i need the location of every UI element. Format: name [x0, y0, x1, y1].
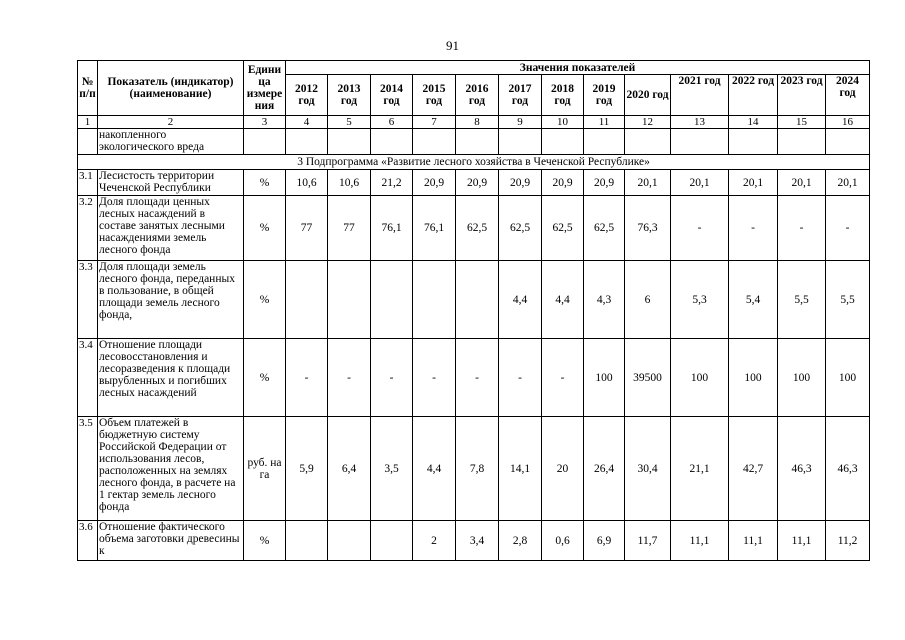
table-row	[78, 339, 870, 417]
header-num: № п/п	[78, 61, 98, 116]
value-cell: -	[778, 196, 826, 261]
value-cell: 20,9	[413, 170, 456, 196]
column-index-cell: 14	[729, 116, 778, 129]
value-cell	[286, 261, 328, 339]
indicator-name: Лесистость территории Чеченской Республики	[98, 170, 244, 196]
value-cell: 100	[729, 339, 778, 417]
value-cell: 100	[584, 339, 625, 417]
table-row	[78, 521, 870, 561]
value-cell: 3,4	[456, 521, 499, 561]
value-cell: 6,9	[584, 521, 625, 561]
header-year: 2017 год	[499, 75, 542, 116]
value-cell: 20,1	[729, 170, 778, 196]
unit-cell: %	[244, 196, 286, 261]
value-cell: 20,1	[826, 170, 870, 196]
value-cell	[729, 129, 778, 155]
value-cell	[371, 261, 413, 339]
value-cell: -	[371, 339, 413, 417]
column-index-cell: 6	[371, 116, 413, 129]
table-row	[78, 261, 870, 339]
value-cell: 11,1	[778, 521, 826, 561]
indicator-name: Объем платежей в бюджетную систему Российской Федерации от использования лесов, расположенных на землях лесного фонда, в расчете на 1 гектар земель лесного фонда	[98, 417, 244, 521]
column-index-cell: 11	[584, 116, 625, 129]
value-cell: 39500	[625, 339, 671, 417]
header-unit: Едини ца измере ния	[244, 61, 286, 116]
value-cell: -	[456, 339, 499, 417]
section-title: 3 Подпрограмма «Развитие лесного хозяйства в Чеченской Республике»	[78, 155, 870, 170]
value-cell: 11,2	[826, 521, 870, 561]
value-cell: 62,5	[584, 196, 625, 261]
table-row	[78, 170, 870, 196]
value-cell: 2,8	[499, 521, 542, 561]
header-year: 2012 год	[286, 75, 328, 116]
column-index-cell: 5	[328, 116, 371, 129]
table-row	[78, 417, 870, 521]
value-cell: 20,9	[584, 170, 625, 196]
value-cell	[413, 261, 456, 339]
header-values: Значения показателей	[286, 61, 870, 75]
header-year: 2020 год	[625, 75, 671, 116]
row-number: 3.5	[78, 417, 98, 521]
value-cell: 20,1	[778, 170, 826, 196]
indicator-name: Доля площади земель лесного фонда, переданных в пользование, в общей площади земель лесного фонда,	[98, 261, 244, 339]
value-cell: 77	[286, 196, 328, 261]
column-index-cell: 7	[413, 116, 456, 129]
value-cell: 76,3	[625, 196, 671, 261]
value-cell: 4,3	[584, 261, 625, 339]
value-cell: 10,6	[328, 170, 371, 196]
value-cell: 77	[328, 196, 371, 261]
table-row	[78, 196, 870, 261]
value-cell: 20,1	[625, 170, 671, 196]
unit-cell: %	[244, 521, 286, 561]
value-cell: 11,1	[671, 521, 729, 561]
value-cell: 46,3	[778, 417, 826, 521]
column-index-row	[78, 116, 870, 129]
column-index-cell: 8	[456, 116, 499, 129]
header-year: 2019 год	[584, 75, 625, 116]
indicator-name: Отношение площади лесовосстановления и лесоразведения к площади вырубленных и погибших лесных насаждений	[98, 339, 244, 417]
header-year: 2021 год	[671, 75, 729, 116]
value-cell: 3,5	[371, 417, 413, 521]
value-cell: 11,1	[729, 521, 778, 561]
column-index-cell: 12	[625, 116, 671, 129]
value-cell: 0,6	[542, 521, 584, 561]
value-cell	[625, 129, 671, 155]
column-index-cell: 15	[778, 116, 826, 129]
column-index-cell: 9	[499, 116, 542, 129]
value-cell: -	[328, 339, 371, 417]
value-cell: 4,4	[542, 261, 584, 339]
value-cell: -	[826, 196, 870, 261]
row-number: 3.4	[78, 339, 98, 417]
value-cell: 26,4	[584, 417, 625, 521]
value-cell	[328, 129, 371, 155]
value-cell	[456, 129, 499, 155]
value-cell: 62,5	[542, 196, 584, 261]
header-year: 2016 год	[456, 75, 499, 116]
value-cell	[671, 129, 729, 155]
value-cell: 5,9	[286, 417, 328, 521]
value-cell: 5,3	[671, 261, 729, 339]
value-cell	[328, 261, 371, 339]
value-cell	[286, 129, 328, 155]
value-cell: 20,9	[542, 170, 584, 196]
header-year: 2015 год	[413, 75, 456, 116]
value-cell: 10,6	[286, 170, 328, 196]
value-cell	[456, 261, 499, 339]
value-cell: 20,1	[671, 170, 729, 196]
unit-cell: %	[244, 261, 286, 339]
value-cell: 2	[413, 521, 456, 561]
value-cell	[371, 521, 413, 561]
column-index-cell: 3	[244, 116, 286, 129]
header-year: 2022 год	[729, 75, 778, 116]
value-cell: 100	[826, 339, 870, 417]
value-cell: -	[499, 339, 542, 417]
indicator-name: Отношение фактического объема заготовки древесины к	[98, 521, 244, 561]
unit-cell: руб. на га	[244, 417, 286, 521]
indicator-name: Доля площади ценных лесных насаждений в составе занятых лесными насаждениями земель лесного фонда	[98, 196, 244, 261]
value-cell	[778, 129, 826, 155]
row-number: 3.1	[78, 170, 98, 196]
unit-cell: %	[244, 170, 286, 196]
value-cell	[244, 129, 286, 155]
value-cell: 6	[625, 261, 671, 339]
value-cell: 11,7	[625, 521, 671, 561]
value-cell: 4,4	[413, 417, 456, 521]
value-cell: 6,4	[328, 417, 371, 521]
value-cell: 4,4	[499, 261, 542, 339]
value-cell: -	[542, 339, 584, 417]
value-cell	[584, 129, 625, 155]
section-row	[78, 155, 870, 170]
value-cell: 76,1	[371, 196, 413, 261]
column-index-cell: 4	[286, 116, 328, 129]
value-cell: -	[671, 196, 729, 261]
column-index-cell: 13	[671, 116, 729, 129]
value-cell: 100	[778, 339, 826, 417]
value-cell: 20,9	[456, 170, 499, 196]
value-cell: 5,5	[826, 261, 870, 339]
value-cell	[413, 129, 456, 155]
value-cell: 20	[542, 417, 584, 521]
header-indicator: Показатель (индикатор) (наименование)	[98, 61, 244, 116]
value-cell: 62,5	[499, 196, 542, 261]
value-cell: 14,1	[499, 417, 542, 521]
column-index-cell: 10	[542, 116, 584, 129]
continuation-row	[78, 129, 870, 155]
unit-cell: %	[244, 339, 286, 417]
value-cell: 5,5	[778, 261, 826, 339]
value-cell	[286, 521, 328, 561]
value-cell: 21,2	[371, 170, 413, 196]
value-cell: 21,1	[671, 417, 729, 521]
row-number: 3.6	[78, 521, 98, 561]
indicators-table	[77, 60, 870, 561]
header-year: 2013 год	[328, 75, 371, 116]
row-number: 3.2	[78, 196, 98, 261]
column-index-cell: 16	[826, 116, 870, 129]
header-year: 2023 год	[778, 75, 826, 116]
header-year: 2018 год	[542, 75, 584, 116]
column-index-cell: 2	[98, 116, 244, 129]
value-cell	[328, 521, 371, 561]
page-number: 91	[446, 38, 459, 53]
value-cell: 100	[671, 339, 729, 417]
row-number	[78, 129, 98, 155]
value-cell: 62,5	[456, 196, 499, 261]
value-cell	[542, 129, 584, 155]
column-index-cell: 1	[78, 116, 98, 129]
value-cell: 42,7	[729, 417, 778, 521]
indicator-name: накопленного экологического вреда	[98, 129, 244, 155]
value-cell	[371, 129, 413, 155]
value-cell: -	[286, 339, 328, 417]
value-cell: -	[413, 339, 456, 417]
header-year: 2024 год	[826, 75, 870, 116]
value-cell: 76,1	[413, 196, 456, 261]
value-cell: 5,4	[729, 261, 778, 339]
header-year: 2014 год	[371, 75, 413, 116]
value-cell: 7,8	[456, 417, 499, 521]
value-cell: 20,9	[499, 170, 542, 196]
row-number: 3.3	[78, 261, 98, 339]
value-cell	[499, 129, 542, 155]
value-cell: 30,4	[625, 417, 671, 521]
value-cell: 46,3	[826, 417, 870, 521]
value-cell	[826, 129, 870, 155]
value-cell: -	[729, 196, 778, 261]
